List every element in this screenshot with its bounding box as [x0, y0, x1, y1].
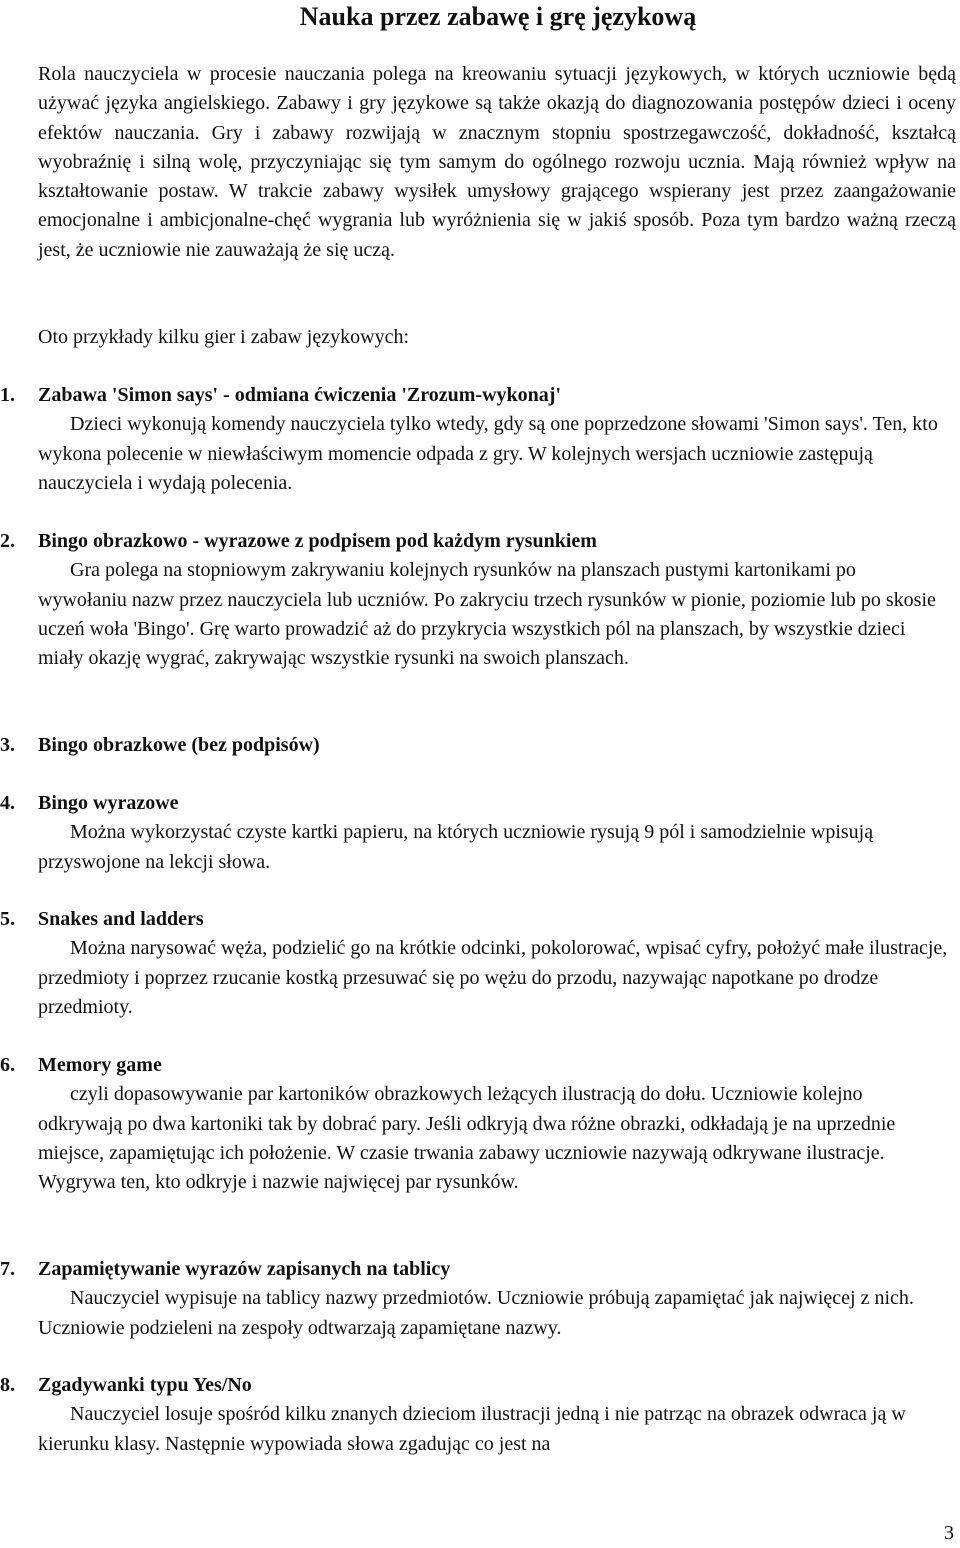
- game-description: Można wykorzystać czyste kartki papieru, na których uczniowie rysują 9 pól i samodzielnie wpisują przyswojone na lekcji słowa.: [38, 821, 874, 873]
- game-description: czyli dopasowywanie par kartoników obrazkowych leżących ilustracją do dołu. Uczniowie kolejno odkrywają po dwa kartoniki tak by dobrać pary. Jeśli odkryją dwa różne obrazki, odkładają je na uprzednie miejsce, zapamiętując ich położenie. W czasie trwania zabawy uczniowie nazywają odkrywane ilustracje. Wygrywa ten, kto odkryje i nazwie najwięcej par rysunków.: [38, 1083, 896, 1194]
- game-title: Zabawa 'Simon says' - odmiana ćwiczenia 'Zrozum-wykonaj': [38, 384, 561, 406]
- game-description: Gra polega na stopniowym zakrywaniu kolejnych rysunków na planszach pustymi kartonikami po wywołaniu nazw przez nauczyciela lub uczniów. Po zakryciu trzech rysunków w pionie, poziomie lub po skosie uczeń woła 'Bingo'. Grę warto prowadzić aż do przykrycia wszystkich pól na planszach, by wszystkie dzieci miały okazję wygrać, zakrywając wszystkie rysunki na swoich planszach.: [38, 559, 936, 670]
- game-heading: [0, 527, 960, 556]
- game-item: [0, 1051, 960, 1197]
- game-heading: [0, 789, 960, 818]
- game-title: Zgadywanki typu Yes/No: [38, 1374, 252, 1396]
- game-heading: [0, 1255, 960, 1284]
- game-title: Bingo wyrazowe: [38, 792, 179, 814]
- game-number: 5.: [0, 908, 15, 930]
- game-description: Nauczyciel wypisuje na tablicy nazwy przedmiotów. Uczniowie próbują zapamiętać jak najwięcej z nich. Uczniowie podzieleni na zespoły odtwarzają zapamiętane nazwy.: [38, 1287, 914, 1339]
- game-heading: [0, 381, 960, 410]
- game-number: 2.: [0, 530, 15, 552]
- game-title: Memory game: [38, 1054, 162, 1076]
- game-item: [0, 789, 960, 877]
- game-heading: [0, 1371, 960, 1400]
- game-number: 3.: [0, 734, 15, 756]
- game-number: 4.: [0, 792, 15, 814]
- game-number: 6.: [0, 1054, 15, 1076]
- game-item: [0, 1255, 960, 1343]
- game-item: [0, 905, 960, 1022]
- intro-paragraph: Rola nauczyciela w procesie nauczania polega na kreowaniu sytuacji językowych, w których uczniowie będą używać języka angielskiego. Zabawy i gry językowe są także okazją do diagnozowania postępów dzieci i oceny efektów nauczania. Gry i zabawy rozwijają w znacznym stopniu spostrzegawczość, dokładność, kształcą wyobraźnię i silną wolę, przyczyniając się tym samym do ogólnego rozwoju ucznia. Mają również wpływ na kształtowanie postaw. W trakcie zabawy wysiłek umysłowy grającego wspierany jest przez zaangażowanie emocjonalne i ambicjonalne-chęć wygrania lub wyróżnienia się w jakiś sposób. Poza tym bardzo ważną rzeczą jest, że uczniowie nie zauważają że się uczą.: [38, 63, 956, 261]
- game-item: [0, 527, 960, 673]
- examples-lead-text: Oto przykłady kilku gier i zabaw językowych:: [38, 326, 409, 348]
- game-heading: [0, 905, 960, 934]
- game-item: [0, 1371, 960, 1459]
- game-number: 7.: [0, 1258, 15, 1280]
- game-item: [0, 731, 960, 760]
- game-description: Można narysować węża, podzielić go na krótkie odcinki, pokolorować, wpisać cyfry, położyć małe ilustracje, przedmioty i poprzez rzucanie kostką przesuwać się po wężu do przodu, nazywając napotkane po drodze przedmioty.: [38, 937, 948, 1018]
- game-description: Nauczyciel losuje spośród kilku znanych dzieciom ilustracji jedną i nie patrząc na obrazek odwraca ją w kierunku klasy. Następnie wypowiada słowa zgadując co jest na: [38, 1403, 906, 1455]
- game-heading: [0, 731, 960, 760]
- game-title: Snakes and ladders: [38, 908, 204, 930]
- page-number: 3: [944, 1522, 954, 1544]
- game-number: 1.: [0, 384, 15, 406]
- game-title: Bingo obrazkowe (bez podpisów): [38, 734, 320, 756]
- game-title: Zapamiętywanie wyrazów zapisanych na tablicy: [38, 1258, 451, 1280]
- game-number: 8.: [0, 1374, 15, 1396]
- game-title: Bingo obrazkowo - wyrazowe z podpisem pod każdym rysunkiem: [38, 530, 597, 552]
- game-description: Dzieci wykonują komendy nauczyciela tylko wtedy, gdy są one poprzedzone słowami 'Simon says'. Ten, kto wykona polecenie w niewłaściwym momencie odpada z gry. W kolejnych wersjach uczniowie zastępują nauczyciela i wydają polecenia.: [38, 413, 938, 494]
- page-title: Nauka przez zabawę i grę językową: [299, 2, 697, 31]
- game-heading: [0, 1051, 960, 1080]
- game-item: [0, 381, 960, 498]
